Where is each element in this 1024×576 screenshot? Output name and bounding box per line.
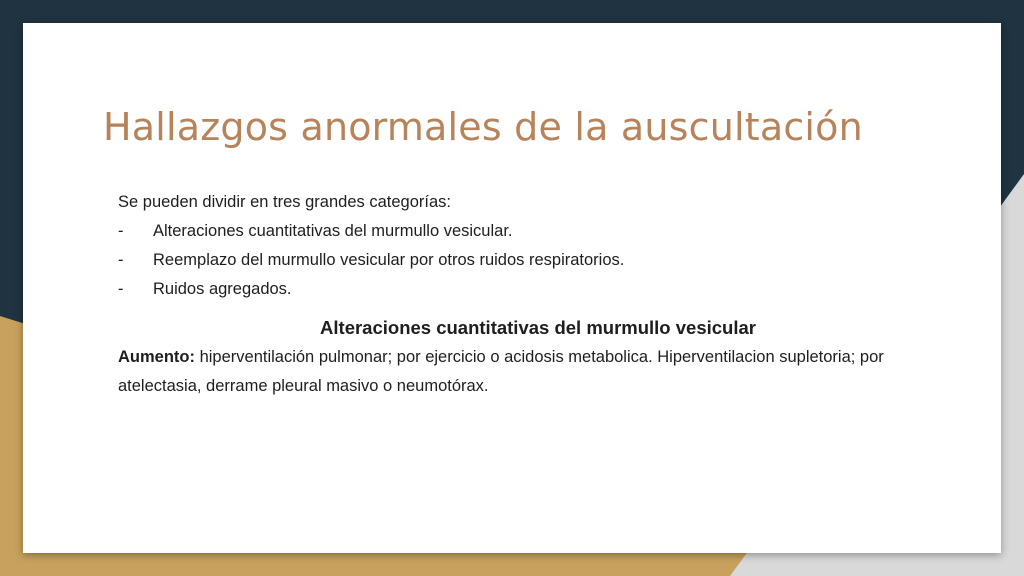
description-paragraph: [118, 343, 968, 401]
bullet-marker: -: [118, 222, 124, 240]
bullet-marker: -: [118, 280, 124, 298]
slide-body: [118, 188, 968, 401]
bullet-text: Alteraciones cuantitativas del murmullo vesicular.: [153, 222, 513, 240]
bullet-item: [118, 246, 968, 275]
bullet-item: [118, 275, 968, 304]
bullet-item: [118, 217, 968, 246]
intro-text: Se pueden dividir en tres grandes categorías:: [118, 193, 451, 211]
bullet-text: Ruidos agregados.: [153, 280, 292, 298]
slide-card: [23, 23, 1001, 553]
bullet-marker: -: [118, 251, 124, 269]
bullet-text: Reemplazo del murmullo vesicular por otros ruidos respiratorios.: [153, 251, 625, 269]
slide-title: Hallazgos anormales de la auscultación: [103, 105, 863, 149]
section-subheading: Alteraciones cuantitativas del murmullo vesicular: [320, 317, 756, 338]
paragraph-text: hiperventilación pulmonar; por ejercicio o acidosis metabolica. Hiperventilacion supletoria; por atelectasia, derrame pleural masivo o neumotórax.: [118, 348, 884, 395]
paragraph-label: Aumento:: [118, 348, 195, 366]
